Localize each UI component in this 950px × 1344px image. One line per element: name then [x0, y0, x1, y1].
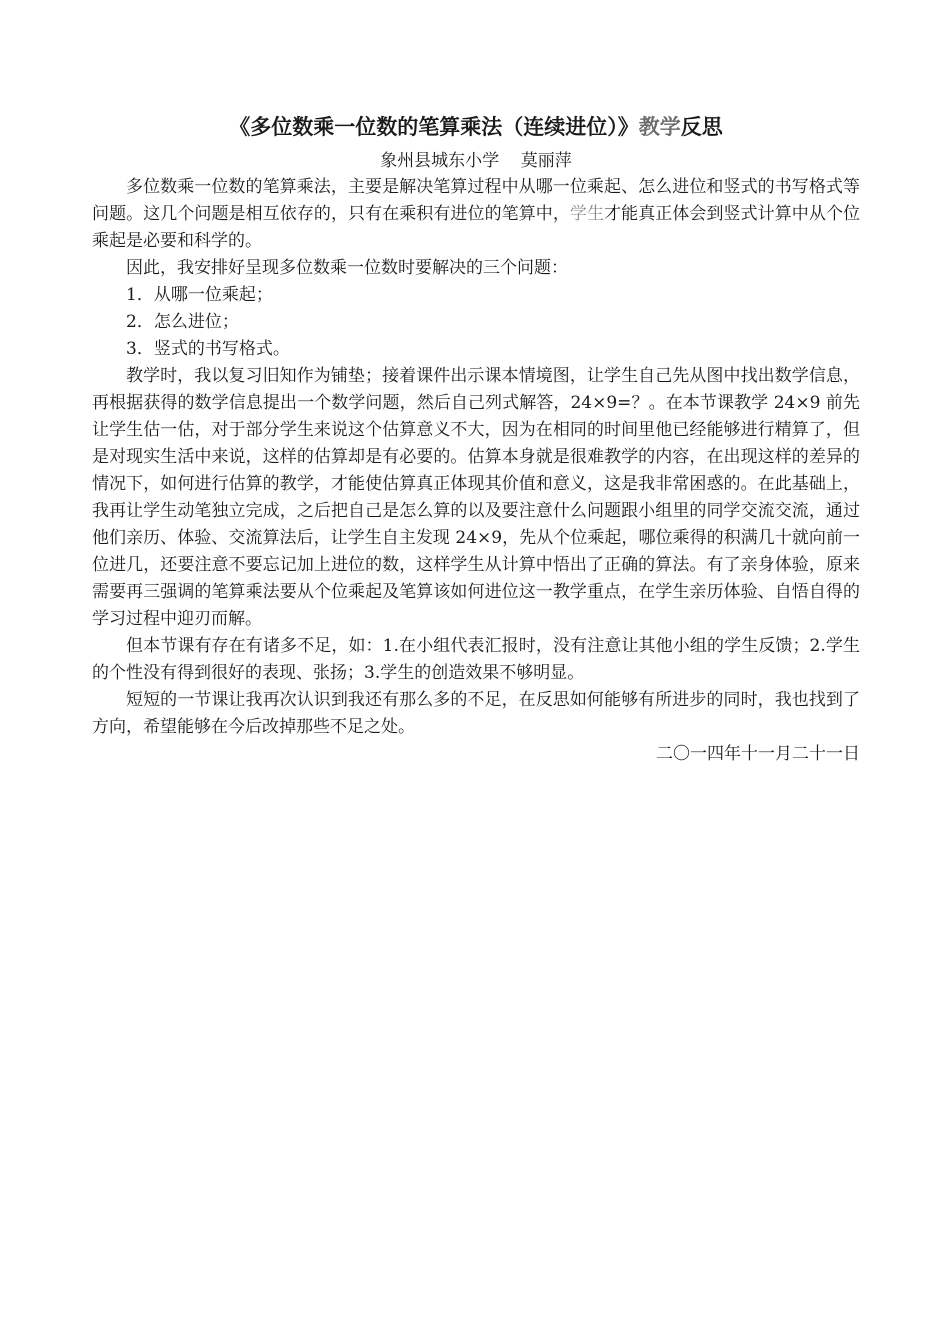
list-item-2: 2．怎么进位； [126, 312, 239, 332]
paragraph-problems: 因此，我安排好呈现多位数乘一位数时要解决的三个问题： [126, 258, 568, 278]
paragraph-intro [92, 174, 860, 255]
paragraph-conclusion: 短短的一节课让我再次认识到我还有那么多的不足，在反思如何能够有所进步的同时，我也找到了方向，希望能够在今后改掉那些不足之处。 [92, 690, 860, 737]
author-line: 象州县城东小学 莫丽萍 [380, 151, 572, 171]
document-title [92, 110, 860, 144]
document-body [92, 174, 860, 768]
paragraph-intro-start: 多位数乘一位数的笔算乘法，主要是解决笔算过程中从哪一位乘起、怎么进位和竖式的书写格式等问题。这几个问题是相互依存的，只有在乘积有进位的笔算中， [92, 177, 860, 224]
document-date: 二〇一四年十一月二十一日 [656, 744, 860, 764]
paragraph-intro-highlight: 学生 [569, 204, 605, 224]
title-text-highlight: 教学 [638, 114, 681, 139]
paragraph-teaching: 教学时，我以复习旧知作为铺垫；接着课件出示课本情境图，让学生自己先从图中找出数学信息，再根据获得的数学信息提出一个数学问题，然后自己列式解答，24×9=？。在本节课教学 24×9 前先让学生估一估，对于部分学生来说这个估算意义不大，因为在相同的时间里他已经能够进行精算了，但是对现实生活中来说，这样的估算却是有必要的。估算本身就是很难教学的内容，在出现这样的差异的情况下，如何进行估算的教学，才能使估算真正体现其价值和意义，这是我非常困惑的。在此基础上，我再让学生动笔独立完成，之后把自己是怎么算的以及要注意什么问题跟小组里的同学交流交流，通过他们亲历、体验、交流算法后，让学生自主发现 24×9，先从个位乘起，哪位乘得的积满几十就向前一位进几，还要注意不要忘记加上进位的数，这样学生从计算中悟出了正确的算法。有了亲身体验，原来需要再三强调的笔算乘法要从个位乘起及笔算该如何进位这一教学重点，在学生亲历体验、自悟自得的学习过程中迎刃而解。 [92, 366, 861, 629]
document-page [92, 110, 860, 768]
paragraph-shortcomings: 但本节课有存在有诸多不足，如：1.在小组代表汇报时，没有注意让其他小组的学生反馈；2.学生的个性没有得到很好的表现、张扬；3.学生的创造效果不够明显。 [92, 636, 860, 683]
list-item-3: 3．竖式的书写格式。 [126, 339, 290, 359]
paragraph-intro-end: 才能真正体会到竖式计算中从个位乘起是必要和科学的。 [92, 204, 861, 251]
title-text-main: 《多位数乘一位数的笔算乘法（连续进位）》 [229, 114, 639, 139]
title-text-end: 反思 [680, 114, 723, 139]
list-item-1: 1．从哪一位乘起； [126, 285, 273, 305]
